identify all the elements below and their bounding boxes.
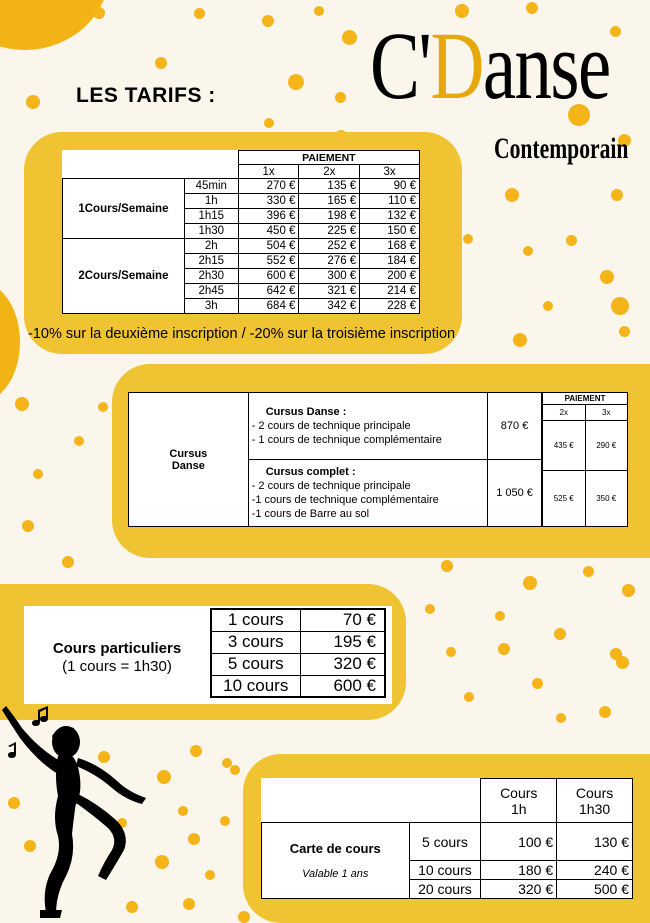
price-cell: 150 €: [360, 224, 420, 239]
price-cell: 396 €: [238, 209, 299, 224]
group-label: 1Cours/Semaine: [63, 179, 185, 239]
brand-tagline: Contemporain: [494, 132, 629, 165]
price-cell: 168 €: [360, 239, 420, 254]
duration-cell: 1h30: [184, 224, 238, 239]
price-cell: 70 €: [300, 609, 385, 631]
col-header: 3x: [585, 405, 628, 421]
price-cell: 552 €: [238, 254, 299, 269]
duration-cell: 2h30: [184, 269, 238, 284]
col-header: 2x: [299, 165, 360, 179]
price-cell: 504 €: [238, 239, 299, 254]
price-cell: 525 €: [543, 471, 586, 527]
col-header: 3x: [360, 165, 420, 179]
discount-note: -10% sur la deuxième inscription / -20% sur la troisième inscription: [28, 326, 456, 342]
count-cell: 5 cours: [409, 823, 481, 861]
duration-cell: 45min: [184, 179, 238, 194]
corner-blob-top: [0, 0, 110, 50]
price-cell: 321 €: [299, 284, 360, 299]
price-cell: 276 €: [299, 254, 360, 269]
duration-cell: 2h15: [184, 254, 238, 269]
payment-header: PAIEMENT: [543, 393, 628, 405]
price-cell: 200 €: [360, 269, 420, 284]
weekly-courses-table: [62, 150, 420, 314]
duration-cell: 1h: [184, 194, 238, 209]
brand-name: C'Danse: [370, 12, 610, 119]
cursus-payment-table: [542, 392, 628, 527]
count-cell: 5 cours: [211, 653, 300, 675]
count-cell: 10 cours: [409, 861, 481, 880]
price-cell: 270 €: [238, 179, 299, 194]
duration-cell: 2h45: [184, 284, 238, 299]
page-title: LES TARIFS :: [76, 84, 216, 107]
price-cell: 435 €: [543, 421, 586, 471]
price-cell: 342 €: [299, 299, 360, 314]
price-cell: 320 €: [481, 880, 557, 899]
price-cell: 130 €: [557, 823, 633, 861]
price-cell: 1 050 €: [488, 460, 542, 527]
course-card-table: [261, 778, 633, 899]
price-cell: 600 €: [300, 675, 385, 697]
private-lessons-label: Cours particuliers (1 cours = 1h30): [52, 640, 182, 675]
price-cell: 100 €: [481, 823, 557, 861]
price-cell: 500 €: [557, 880, 633, 899]
price-cell: 330 €: [238, 194, 299, 209]
price-cell: 300 €: [299, 269, 360, 284]
private-lessons-table: [210, 608, 386, 698]
price-cell: 165 €: [299, 194, 360, 209]
price-cell: 195 €: [300, 631, 385, 653]
price-cell: 870 €: [488, 393, 542, 460]
cursus-complet-description: Cursus complet : - 2 cours de technique principale -1 cours de technique complémentaire -1 cours de Barre au sol: [248, 460, 487, 527]
price-cell: 450 €: [238, 224, 299, 239]
price-cell: 600 €: [238, 269, 299, 284]
cursus-table: [128, 392, 542, 527]
count-cell: 10 cours: [211, 675, 300, 697]
course-card-label: Carte de cours Valable 1 ans: [262, 823, 410, 899]
price-cell: 135 €: [299, 179, 360, 194]
price-cell: 90 €: [360, 179, 420, 194]
price-cell: 180 €: [481, 861, 557, 880]
col-header: Cours 1h: [481, 779, 557, 823]
price-cell: 198 €: [299, 209, 360, 224]
price-cell: 184 €: [360, 254, 420, 269]
price-cell: 642 €: [238, 284, 299, 299]
group-label: 2Cours/Semaine: [63, 239, 185, 314]
count-cell: 20 cours: [409, 880, 481, 899]
price-cell: 290 €: [585, 421, 628, 471]
price-cell: 350 €: [585, 471, 628, 527]
price-cell: 110 €: [360, 194, 420, 209]
duration-cell: 2h: [184, 239, 238, 254]
price-cell: 225 €: [299, 224, 360, 239]
price-cell: 214 €: [360, 284, 420, 299]
price-cell: 240 €: [557, 861, 633, 880]
price-cell: 132 €: [360, 209, 420, 224]
count-cell: 1 cours: [211, 609, 300, 631]
col-header: 1x: [238, 165, 299, 179]
price-cell: 228 €: [360, 299, 420, 314]
count-cell: 3 cours: [211, 631, 300, 653]
col-header: 2x: [543, 405, 586, 421]
dancer-silhouette-icon: [0, 696, 160, 923]
price-cell: 320 €: [300, 653, 385, 675]
duration-cell: 1h15: [184, 209, 238, 224]
duration-cell: 3h: [184, 299, 238, 314]
payment-header: PAIEMENT: [238, 151, 419, 165]
price-cell: 684 €: [238, 299, 299, 314]
col-header: Cours 1h30: [557, 779, 633, 823]
cursus-label: Cursus Danse: [129, 393, 249, 527]
cursus-danse-description: Cursus Danse : - 2 cours de technique principale - 1 cours de technique complémentaire: [248, 393, 487, 460]
price-cell: 252 €: [299, 239, 360, 254]
side-blob-left: [0, 282, 20, 402]
